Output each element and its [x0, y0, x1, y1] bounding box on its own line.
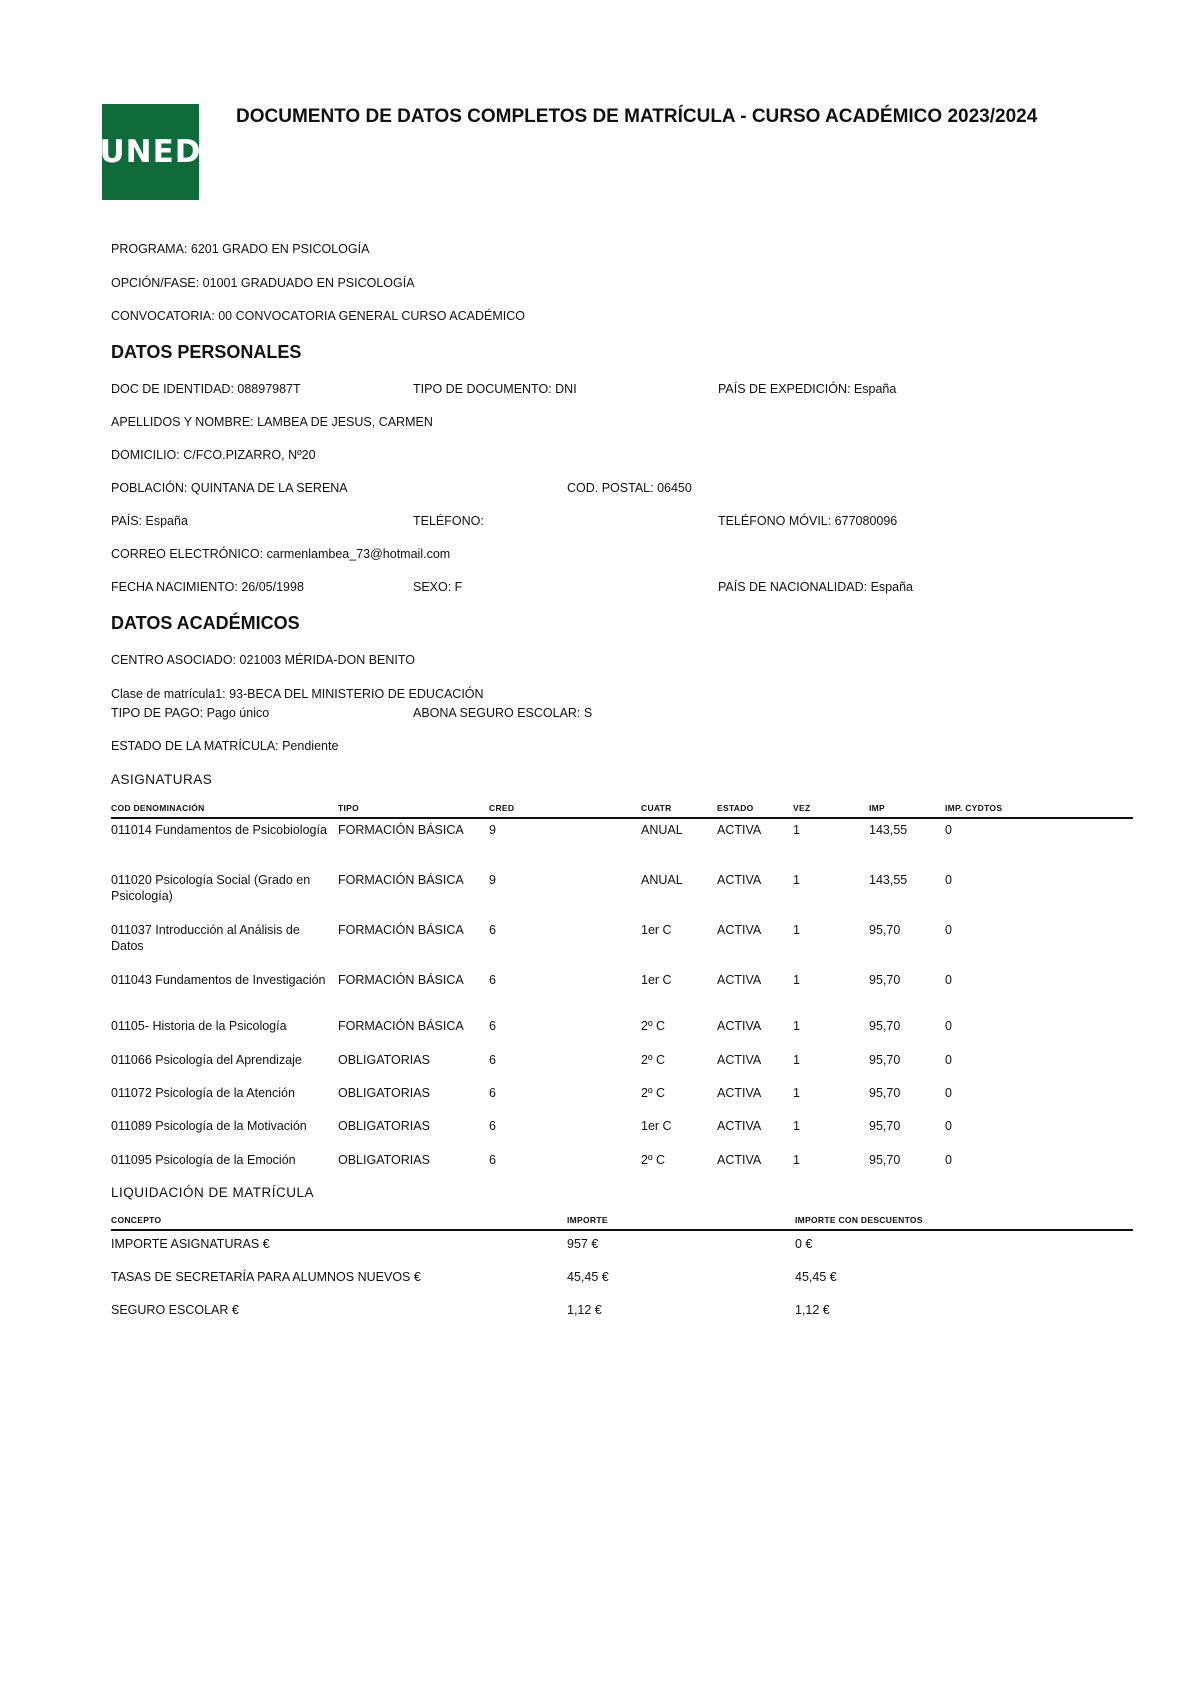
liquidacion-col-header: IMPORTE: [567, 1215, 608, 1225]
table-cell: ACTIVA: [717, 1153, 762, 1167]
table-cell: ACTIVA: [717, 1086, 762, 1100]
poblacion: POBLACIÓN: QUINTANA DE LA SERENA: [111, 481, 348, 495]
table-cell: 6: [489, 1119, 496, 1133]
table-cell: 6: [489, 973, 496, 987]
table-row: [111, 1269, 1133, 1289]
table-cell: 011095 Psicología de la Emoción: [111, 1153, 296, 1167]
table-cell: 0: [945, 1086, 952, 1100]
table-cell: 9: [489, 823, 496, 837]
doc-identidad: DOC DE IDENTIDAD: 08897987T: [111, 382, 301, 396]
centro-asociado: CENTRO ASOCIADO: 021003 MÉRIDA-DON BENITO: [111, 653, 416, 667]
liquidacion-table-header: [111, 1215, 1133, 1231]
table-cell: 01105- Historia de la Psicología: [111, 1019, 287, 1033]
table-cell: TASAS DE SECRETARÍA PARA ALUMNOS NUEVOS €: [111, 1270, 421, 1284]
asignaturas-col-header: COD DENOMINACIÓN: [111, 803, 205, 813]
asignaturas-col-header: ESTADO: [717, 803, 754, 813]
seguro-escolar: ABONA SEGURO ESCOLAR: S: [413, 706, 593, 720]
table-cell: 011089 Psicología de la Motivación: [111, 1119, 307, 1133]
table-cell: 0: [945, 973, 952, 987]
table-cell: 95,70: [869, 973, 901, 987]
estado-matricula: ESTADO DE LA MATRÍCULA: Pendiente: [111, 739, 339, 753]
table-cell: 957 €: [567, 1237, 599, 1251]
table-cell: 011037 Introducción al Análisis de Datos: [111, 923, 300, 953]
table-cell: 143,55: [869, 823, 908, 837]
table-cell: ANUAL: [641, 873, 683, 887]
telefono-movil: TELÉFONO MÓVIL: 677080096: [718, 514, 898, 528]
table-cell: 6: [489, 1053, 496, 1067]
table-cell: IMPORTE ASIGNATURAS €: [111, 1237, 270, 1251]
domicilio: DOMICILIO: C/FCO.PIZARRO, Nº20: [111, 448, 316, 462]
table-cell: 1: [793, 1119, 800, 1133]
table-cell: 0: [945, 873, 952, 887]
table-cell: 6: [489, 1086, 496, 1100]
table-cell: ACTIVA: [717, 1053, 762, 1067]
tipo-pago: TIPO DE PAGO: Pago único: [111, 706, 270, 720]
table-cell: OBLIGATORIAS: [338, 1153, 430, 1167]
table-cell: 1er C: [641, 973, 672, 987]
liquidacion-heading: LIQUIDACIÓN DE MATRÍCULA: [111, 1185, 315, 1200]
opcion-fase: OPCIÓN/FASE: 01001 GRADUADO EN PSICOLOGÍA: [111, 276, 415, 290]
table-cell: 2º C: [641, 1153, 666, 1167]
table-cell: 2º C: [641, 1053, 666, 1067]
table-cell: 011043 Fundamentos de Investigación: [111, 973, 326, 987]
table-cell: ACTIVA: [717, 923, 762, 937]
table-cell: 1: [793, 873, 800, 887]
fecha-nacimiento: FECHA NACIMIENTO: 26/05/1998: [111, 580, 304, 594]
table-cell: FORMACIÓN BÁSICA: [338, 973, 464, 987]
table-cell: 1: [793, 1153, 800, 1167]
table-cell: 0 €: [795, 1237, 813, 1251]
table-cell: 1,12 €: [567, 1303, 602, 1317]
document-title: DOCUMENTO DE DATOS COMPLETOS DE MATRÍCULA - CURSO ACADÉMICO 2023/2024: [236, 106, 1038, 127]
pais-nacionalidad: PAÍS DE NACIONALIDAD: España: [718, 580, 913, 594]
asignaturas-col-header: TIPO: [338, 803, 360, 813]
clase-matricula: Clase de matrícula1: 93-BECA DEL MINISTERIO DE EDUCACIÓN: [111, 687, 484, 701]
apellidos-nombre: APELLIDOS Y NOMBRE: LAMBEA DE JESUS, CARMEN: [111, 415, 433, 429]
table-cell: 1: [793, 1019, 800, 1033]
asignaturas-col-header: VEZ: [793, 803, 811, 813]
asignaturas-col-header: CRED: [489, 803, 515, 813]
table-cell: FORMACIÓN BÁSICA: [338, 1019, 464, 1033]
table-cell: 1: [793, 823, 800, 837]
asignaturas-heading: ASIGNATURAS: [111, 772, 213, 787]
tipo-documento: TIPO DE DOCUMENTO: DNI: [413, 382, 577, 396]
uned-logo: UNED: [102, 104, 199, 200]
table-cell: 95,70: [869, 1019, 901, 1033]
table-cell: 6: [489, 1153, 496, 1167]
table-cell: 143,55: [869, 873, 908, 887]
table-cell: 9: [489, 873, 496, 887]
table-row: [111, 972, 1133, 1018]
table-cell: 0: [945, 823, 952, 837]
table-cell: FORMACIÓN BÁSICA: [338, 923, 464, 937]
table-cell: 1: [793, 1086, 800, 1100]
cod-postal: COD. POSTAL: 06450: [567, 481, 692, 495]
table-row: [111, 822, 1133, 868]
datos-personales-heading: DATOS PERSONALES: [111, 342, 302, 362]
sexo: SEXO: F: [413, 580, 463, 594]
table-cell: 1: [793, 1053, 800, 1067]
table-cell: 0: [945, 923, 952, 937]
table-cell: 011072 Psicología de la Atención: [111, 1086, 295, 1100]
table-cell: 95,70: [869, 1053, 901, 1067]
table-cell: 011020 Psicología Social (Grado en Psicología): [111, 873, 311, 903]
table-cell: 45,45 €: [567, 1270, 609, 1284]
table-cell: 0: [945, 1019, 952, 1033]
table-cell: FORMACIÓN BÁSICA: [338, 823, 464, 837]
correo-electronico: CORREO ELECTRÓNICO: carmenlambea_73@hotmail.com: [111, 547, 451, 561]
table-cell: ACTIVA: [717, 873, 762, 887]
asignaturas-col-header: IMP. CYDTOS: [945, 803, 1003, 813]
programa: PROGRAMA: 6201 GRADO EN PSICOLOGÍA: [111, 242, 370, 256]
table-cell: OBLIGATORIAS: [338, 1119, 430, 1133]
table-cell: ANUAL: [641, 823, 683, 837]
table-cell: 6: [489, 923, 496, 937]
table-cell: ACTIVA: [717, 1019, 762, 1033]
table-cell: 95,70: [869, 1153, 901, 1167]
table-cell: 0: [945, 1053, 952, 1067]
table-row: [111, 1302, 1133, 1322]
asignaturas-table-header: [111, 803, 1133, 819]
table-cell: 2º C: [641, 1019, 666, 1033]
table-cell: 0: [945, 1153, 952, 1167]
convocatoria: CONVOCATORIA: 00 CONVOCATORIA GENERAL CURSO ACADÉMICO: [111, 309, 525, 323]
telefono: TELÉFONO:: [413, 514, 484, 528]
table-cell: OBLIGATORIAS: [338, 1086, 430, 1100]
table-cell: ACTIVA: [717, 823, 762, 837]
table-cell: 1er C: [641, 1119, 672, 1133]
table-cell: SEGURO ESCOLAR €: [111, 1303, 239, 1317]
liquidacion-col-header: IMPORTE CON DESCUENTOS: [795, 1215, 923, 1225]
table-cell: 011014 Fundamentos de Psicobiología: [111, 823, 327, 837]
liquidacion-col-header: CONCEPTO: [111, 1215, 162, 1225]
table-row: [111, 922, 1133, 968]
table-cell: 011066 Psicología del Aprendizaje: [111, 1053, 302, 1067]
table-cell: 1: [793, 923, 800, 937]
table-cell: 45,45 €: [795, 1270, 837, 1284]
datos-academicos-heading: DATOS ACADÉMICOS: [111, 613, 300, 633]
table-cell: 95,70: [869, 923, 901, 937]
table-cell: 1,12 €: [795, 1303, 830, 1317]
pais: PAÍS: España: [111, 514, 188, 528]
pais-expedicion: PAÍS DE EXPEDICIÓN: España: [718, 382, 897, 396]
table-cell: FORMACIÓN BÁSICA: [338, 873, 464, 887]
table-row: [111, 872, 1133, 918]
table-cell: OBLIGATORIAS: [338, 1053, 430, 1067]
table-cell: 2º C: [641, 1086, 666, 1100]
table-cell: 6: [489, 1019, 496, 1033]
table-cell: 95,70: [869, 1086, 901, 1100]
asignaturas-col-header: CUATR: [641, 803, 672, 813]
table-cell: ACTIVA: [717, 973, 762, 987]
table-cell: ACTIVA: [717, 1119, 762, 1133]
table-cell: 1: [793, 973, 800, 987]
table-cell: 95,70: [869, 1119, 901, 1133]
table-row: [111, 1236, 1133, 1256]
table-cell: 1er C: [641, 923, 672, 937]
table-cell: 0: [945, 1119, 952, 1133]
asignaturas-col-header: IMP: [869, 803, 886, 813]
